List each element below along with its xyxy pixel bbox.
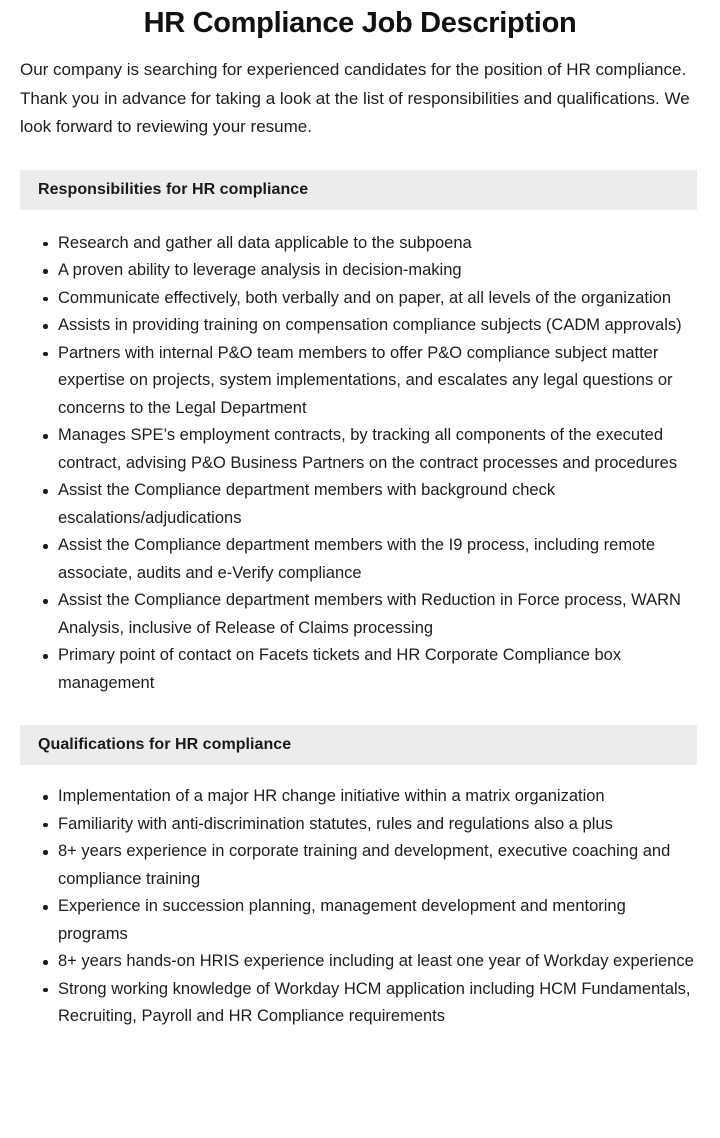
section-qualifications xyxy=(0,725,720,1031)
list-item: Manages SPE’s employment contracts, by tracking all components of the executed contract, advising P&O Business Partners on the contract processes and procedures xyxy=(0,422,696,477)
list-item: Communicate effectively, both verbally and on paper, at all levels of the organization xyxy=(0,285,696,313)
list-item: Implementation of a major HR change initiative within a matrix organization xyxy=(0,783,696,811)
list-item: Experience in succession planning, management development and mentoring programs xyxy=(0,893,696,948)
list-item: Assist the Compliance department members with background check escalations/adjudications xyxy=(0,477,696,532)
section-header-responsibilities xyxy=(20,170,697,210)
list-item: 8+ years hands-on HRIS experience including at least one year of Workday experience xyxy=(0,948,696,976)
list-item: Familiarity with anti-discrimination statutes, rules and regulations also a plus xyxy=(0,811,696,839)
list-item: Assists in providing training on compensation compliance subjects (CADM approvals) xyxy=(0,312,696,340)
qualifications-list xyxy=(0,783,720,1031)
page-title: HR Compliance Job Description xyxy=(143,7,577,39)
section-header-qualifications xyxy=(20,725,697,765)
section-heading-label: Responsibilities for HR compliance xyxy=(38,180,309,198)
list-item: Assist the Compliance department members with Reduction in Force process, WARN Analysis, inclusive of Release of Claims processing xyxy=(0,587,696,642)
section-heading-label: Qualifications for HR compliance xyxy=(38,736,292,753)
intro-paragraph: Our company is searching for experienced candidates for the position of HR compliance. Thank you in advance for taking a look at the list of responsibilities and qualifications. We look forward to reviewing your resume. xyxy=(20,60,690,136)
responsibilities-list xyxy=(0,230,720,698)
list-item: Primary point of contact on Facets tickets and HR Corporate Compliance box management xyxy=(0,642,696,697)
list-item: Strong working knowledge of Workday HCM application including HCM Fundamentals, Recruiting, Payroll and HR Compliance requirements xyxy=(0,976,696,1031)
list-item: A proven ability to leverage analysis in decision-making xyxy=(0,257,696,285)
list-item: Research and gather all data applicable to the subpoena xyxy=(0,230,696,258)
list-item: 8+ years experience in corporate training and development, executive coaching and compliance training xyxy=(0,838,696,893)
list-item: Assist the Compliance department members with the I9 process, including remote associate, audits and e-Verify compliance xyxy=(0,532,696,587)
page-bottom-spacer xyxy=(0,1031,720,1055)
list-item: Partners with internal P&O team members to offer P&O compliance subject matter expertise on projects, system implementations, and escalates any legal questions or concerns to the Legal Department xyxy=(0,340,696,423)
section-responsibilities xyxy=(0,170,720,698)
